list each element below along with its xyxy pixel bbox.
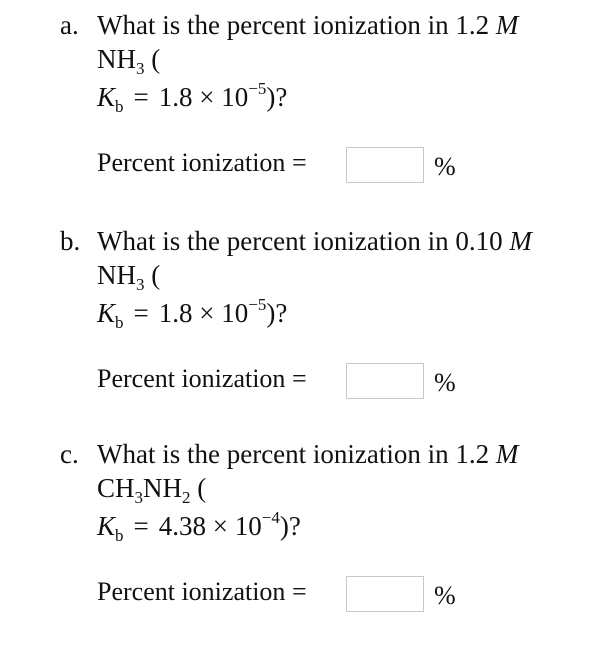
percent-unit: % bbox=[434, 152, 456, 181]
question-letter: c. bbox=[60, 439, 79, 469]
percent-ionization-input[interactable] bbox=[346, 147, 424, 183]
percent-ionization-input[interactable] bbox=[346, 363, 424, 399]
answer-label: Percent ionization bbox=[97, 364, 286, 393]
kb-expression bbox=[97, 294, 287, 336]
k-subscript: b bbox=[115, 526, 124, 545]
k-base: 10 bbox=[234, 511, 262, 541]
formula-part: CH bbox=[97, 473, 135, 503]
k-symbol: K bbox=[97, 82, 116, 112]
answer-label: Percent ionization bbox=[97, 577, 286, 606]
formula-part: NH bbox=[143, 473, 183, 503]
question-c bbox=[0, 435, 612, 645]
question-prompt-line bbox=[97, 222, 532, 260]
formula-open-paren: ( bbox=[190, 473, 207, 503]
percent-unit: % bbox=[434, 581, 456, 610]
formula-part: NH bbox=[97, 44, 136, 74]
k-symbol: K bbox=[97, 298, 116, 328]
compound-formula-line bbox=[97, 256, 160, 298]
k-close: )? bbox=[279, 511, 301, 541]
answer-label-line bbox=[97, 573, 307, 611]
kb-expression bbox=[97, 507, 301, 549]
compound-formula-line bbox=[97, 40, 160, 82]
k-close: )? bbox=[266, 82, 288, 112]
question-b bbox=[0, 222, 612, 432]
molarity-unit: M bbox=[495, 439, 519, 469]
k-exponent: −5 bbox=[248, 295, 267, 314]
formula-open-paren: ( bbox=[144, 260, 161, 290]
question-prompt-line bbox=[97, 6, 518, 44]
percent-unit: % bbox=[434, 368, 456, 397]
answer-equals: = bbox=[291, 364, 307, 393]
percent-ionization-input[interactable] bbox=[346, 576, 424, 612]
answer-equals: = bbox=[291, 148, 307, 177]
answer-equals: = bbox=[291, 577, 307, 606]
question-prompt: What is the percent ionization in 1.2 bbox=[97, 439, 490, 469]
formula-subscript: 2 bbox=[182, 488, 191, 507]
molarity-unit: M bbox=[495, 10, 519, 40]
question-prompt: What is the percent ionization in 0.10 bbox=[97, 226, 503, 256]
kb-expression bbox=[97, 78, 287, 120]
k-base: 10 bbox=[221, 298, 249, 328]
k-mantissa: 1.8 × bbox=[158, 82, 215, 112]
k-mantissa: 1.8 × bbox=[158, 298, 215, 328]
k-equals: = bbox=[133, 298, 149, 328]
formula-subscript: 3 bbox=[134, 488, 144, 507]
k-subscript: b bbox=[115, 97, 124, 116]
formula-part: NH bbox=[97, 260, 136, 290]
answer-label-line bbox=[97, 144, 307, 182]
answer-label-line bbox=[97, 360, 307, 398]
question-prompt-line bbox=[97, 435, 518, 473]
question-letter: a. bbox=[60, 10, 79, 40]
k-mantissa: 4.38 × bbox=[158, 511, 228, 541]
answer-label: Percent ionization bbox=[97, 148, 286, 177]
k-symbol: K bbox=[97, 511, 116, 541]
formula-open-paren: ( bbox=[144, 44, 161, 74]
question-a bbox=[0, 6, 612, 216]
question-prompt: What is the percent ionization in 1.2 bbox=[97, 10, 490, 40]
k-exponent: −4 bbox=[261, 508, 280, 527]
k-equals: = bbox=[133, 511, 149, 541]
question-letter: b. bbox=[60, 226, 81, 256]
k-equals: = bbox=[133, 82, 149, 112]
formula-subscript: 3 bbox=[136, 275, 145, 294]
k-close: )? bbox=[266, 298, 288, 328]
formula-subscript: 3 bbox=[136, 59, 145, 78]
k-exponent: −5 bbox=[248, 79, 267, 98]
compound-formula-line bbox=[97, 469, 206, 511]
molarity-unit: M bbox=[509, 226, 532, 256]
k-base: 10 bbox=[221, 82, 249, 112]
k-subscript: b bbox=[115, 313, 124, 332]
